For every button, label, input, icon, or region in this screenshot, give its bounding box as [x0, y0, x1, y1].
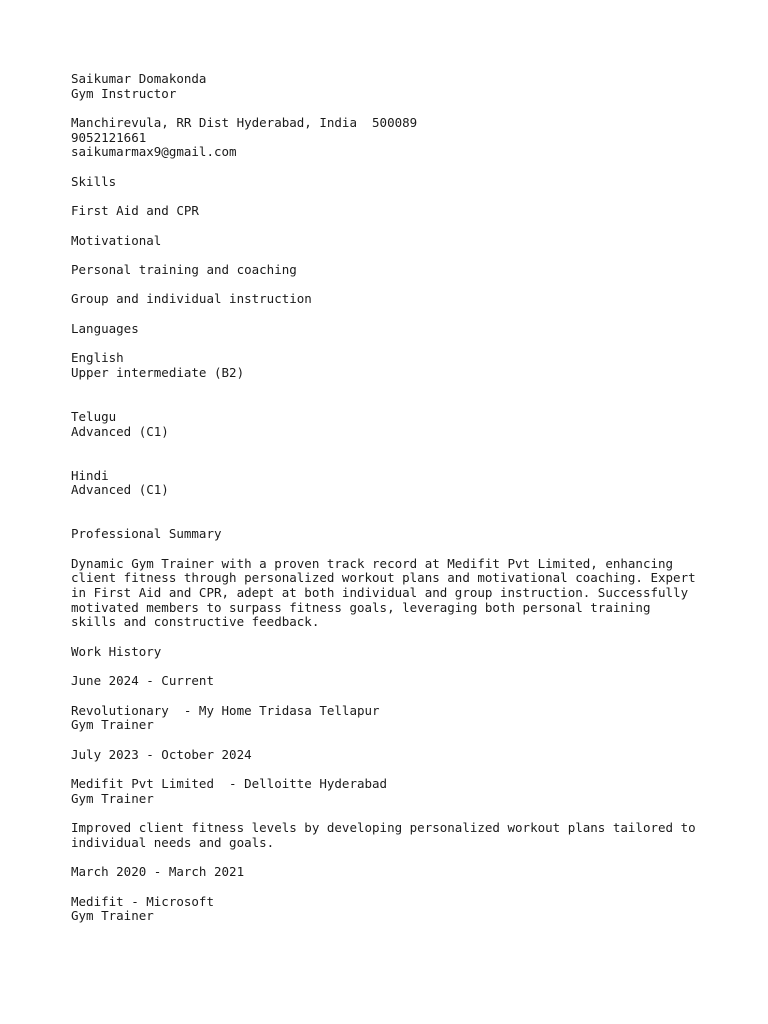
- skill-item: Personal training and coaching: [71, 261, 297, 277]
- language-name: English: [71, 350, 124, 366]
- job-description-line: individual needs and goals.: [71, 834, 275, 850]
- candidate-title: Gym Instructor: [71, 85, 177, 101]
- summary-line: Dynamic Gym Trainer with a proven track record at Medifit Pvt Limited, enhancing: [71, 555, 674, 571]
- job-role: Gym Trainer: [71, 717, 154, 733]
- contact-address: Manchirevula, RR Dist Hyderabad, India 500089: [71, 115, 418, 131]
- skills-heading: Skills: [71, 173, 117, 189]
- summary-line: in First Aid and CPR, adept at both individual and group instruction. Successfully: [71, 585, 689, 601]
- skill-item: Motivational: [71, 232, 162, 248]
- job-dates: July 2023 - October 2024: [71, 746, 252, 762]
- job-dates: March 2020 - March 2021: [71, 864, 245, 880]
- language-level: Advanced (C1): [71, 482, 169, 498]
- job-dates: June 2024 - Current: [71, 673, 214, 689]
- resume-page: [71, 72, 711, 924]
- languages-heading: Languages: [71, 320, 139, 336]
- job-employer: Medifit Pvt Limited - Delloitte Hyderabad: [71, 776, 388, 792]
- job-description-line: Improved client fitness levels by developing personalized workout plans tailored to: [71, 820, 696, 836]
- summary-line: motivated members to surpass fitness goals, leveraging both personal training: [71, 599, 651, 615]
- skill-item: Group and individual instruction: [71, 291, 312, 307]
- language-name: Hindi: [71, 467, 109, 483]
- summary-line: client fitness through personalized workout plans and motivational coaching. Expert: [71, 570, 696, 586]
- job-role: Gym Trainer: [71, 908, 154, 924]
- language-level: Advanced (C1): [71, 423, 169, 439]
- language-name: Telugu: [71, 408, 117, 424]
- work-history-heading: Work History: [71, 643, 162, 659]
- summary-heading: Professional Summary: [71, 526, 222, 542]
- job-employer: Revolutionary - My Home Tridasa Tellapur: [71, 702, 380, 718]
- skill-item: First Aid and CPR: [71, 203, 199, 219]
- job-role: Gym Trainer: [71, 790, 154, 806]
- summary-line: skills and constructive feedback.: [71, 614, 320, 630]
- contact-email: saikumarmax9@gmail.com: [71, 144, 237, 160]
- language-level: Upper intermediate (B2): [71, 364, 245, 380]
- contact-phone: 9052121661: [71, 129, 147, 145]
- job-employer: Medifit - Microsoft: [71, 893, 214, 909]
- candidate-name: Saikumar Domakonda: [71, 71, 207, 86]
